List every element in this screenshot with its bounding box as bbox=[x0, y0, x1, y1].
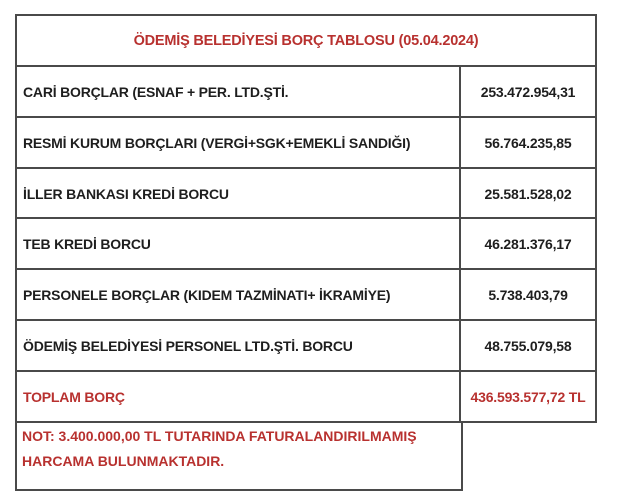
row-amount: 46.281.376,17 bbox=[484, 235, 572, 252]
row-label: TEB KREDİ BORCU bbox=[17, 219, 461, 268]
row-amount: 56.764.235,85 bbox=[484, 134, 572, 151]
table-row bbox=[15, 319, 597, 370]
table-row bbox=[15, 268, 597, 319]
total-row bbox=[15, 370, 597, 423]
row-amount: 25.581.528,02 bbox=[484, 185, 572, 202]
total-label: TOPLAM BORÇ bbox=[17, 372, 461, 421]
row-label: İLLER BANKASI KREDİ BORCU bbox=[17, 169, 461, 218]
note-box bbox=[15, 421, 463, 491]
row-label: RESMİ KURUM BORÇLARI (VERGİ+SGK+EMEKLİ SANDIĞI) bbox=[17, 118, 461, 167]
table-row bbox=[15, 217, 597, 268]
row-amount: 253.472.954,31 bbox=[480, 83, 576, 100]
row-amount: 5.738.403,79 bbox=[488, 286, 568, 303]
row-label: ÖDEMİŞ BELEDİYESİ PERSONEL LTD.ŞTİ. BORCU bbox=[17, 321, 461, 370]
row-label: CARİ BORÇLAR (ESNAF + PER. LTD.ŞTİ. bbox=[17, 67, 461, 116]
row-amount: 48.755.079,58 bbox=[484, 337, 572, 354]
table-row bbox=[15, 65, 597, 116]
table-title: ÖDEMİŞ BELEDİYESİ BORÇ TABLOSU (05.04.2024) bbox=[15, 14, 597, 66]
row-label: PERSONELE BORÇLAR (KIDEM TAZMİNATI+ İKRAMİYE) bbox=[17, 270, 461, 319]
table-row bbox=[15, 116, 597, 167]
total-amount: 436.593.577,72 TL bbox=[470, 388, 586, 405]
note-line-1: NOT: 3.400.000,00 TL TUTARINDA FATURALANDIRILMAMIŞ bbox=[22, 428, 417, 444]
note-line-2: HARCAMA BULUNMAKTADIR. bbox=[22, 453, 225, 469]
table-row bbox=[15, 167, 597, 218]
